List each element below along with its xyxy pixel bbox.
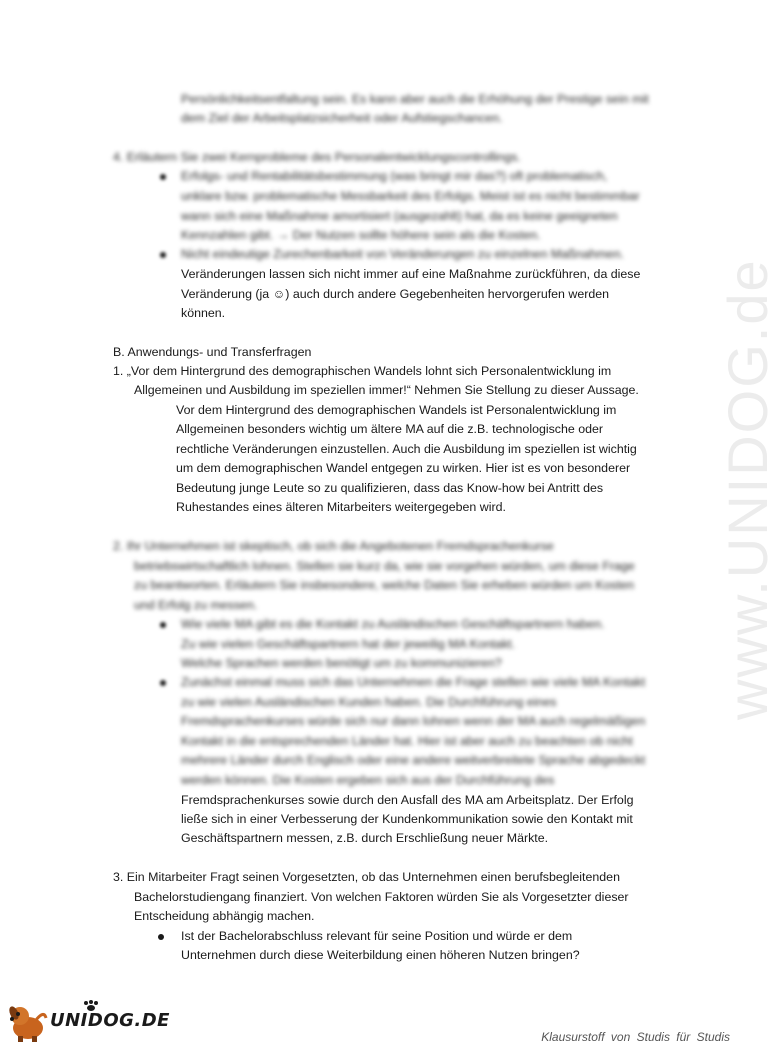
answer-line: Vor dem Hintergrund des demographischen Wandels ist Personalentwicklung im xyxy=(176,403,617,417)
unidog-logo[interactable] xyxy=(6,1000,170,1046)
blurred-line: und Erfolg zu messen. xyxy=(134,598,258,612)
footer-tagline: Klausurstoff von Studis für Studis xyxy=(541,1030,730,1044)
blurred-line: dem Ziel der Arbeitsplatzsicherheit oder Aufstiegschancen. xyxy=(181,111,503,125)
answer-line: Fremdsprachenkurses sowie durch den Ausfall des MA am Arbeitsplatz. Der Erfolg xyxy=(181,793,634,807)
blurred-line: zu wie vielen Ausländischen Kunden haben. Die Durchführung eines xyxy=(181,695,557,709)
answer-line: Veränderungen lassen sich nicht immer auf eine Maßnahme zurückführen, da diese xyxy=(181,267,641,281)
blurred-line: Kontakt in die entsprechenden Länder hat. Hier ist aber auch zu beachten ob nicht xyxy=(181,734,633,748)
bullet xyxy=(160,174,166,180)
section-heading: B. Anwendungs- und Transferfragen xyxy=(113,345,312,359)
bullet xyxy=(160,680,166,686)
document-page: www.UNIDOG.de Persönlichkeitsentfaltung sein. Es kann aber auch die Erhöhung der Prestige sein mit dem Ziel der Arbeitsplatzsicherheit oder Aufstiegschancen. 4. Erläutern Sie zwei Kernprobleme des Personalentwicklungscontrollings. Erfolgs- und Rentabilitätsbestimmung (was bringt mir das?) oft problematisch, unklare bzw. problematische Messbarkeit des Erfolgs. Meist ist es nicht bestimmbar wann sich eine Maßnahme amortisiert (ausgezahlt) hat, da es keine geeigneten Kennzahlen gibt. → Der Nutzen sollte höhere sein als die Kosten. Nicht eindeutige Zurechenbarkeit von Veränderungen zu einzelnen Maßnahmen. Veränderungen lassen sich nicht immer auf eine Maßnahme zurückführen, da diese Veränderung (ja ☺) auch durch andere Gegebenheiten hervorgerufen werden können. B. Anwendungs- und Transferfragen 1. „Vor dem Hintergrund des demographischen Wandels lohnt sich Personalentwicklung im Allgemeinen und Ausbildung im speziellen immer!“ Nehmen Sie Stellung zu dieser Aussage. Vor dem Hintergrund des demographischen Wandels ist Personalentwicklung im Allgemeinen besonders wichtig um ältere MA auf die z.B. technologische oder rechtliche Veränderungen einzustellen. Auch die Ausbildung im speziellen ist wichtig um dem demographischen Wandel entgegen zu wirken. Hier ist es von besonderer Bedeutung junge Leute so zu qualifizieren, dass das Know-how bei Antritt des Ruhestandes eines älteren Mitarbeiters weitergegeben wird. 2. Ihr Unternehmen ist skeptisch, ob sich die Angebotenen Fremdsprachenkurse betriebswirtschaftlich lohnen. Stellen sie kurz da, wie sie vorgehen würden, um diese Frage zu beantworten. Erläutern Sie insbesondere, welche Daten Sie erheben würden um Kosten und Erfolg zu messen. Wie viele MA gibt es die Kontakt zu Ausländischen Geschäftspartnern haben. Zu wie vielen Geschäftspartnern hat der jeweilig MA Kontakt. Welche Sprachen werden benötigt um zu kommunizieren? Zunächst einmal muss sich das Unternehmen die Frage stellen wie viele MA Kontakt zu wie vielen Ausländischen Kunden haben. Die Durchführung eines Fremdsprachenkurses würde sich nur dann lohnen wenn der MA auch regelmäßigen Kontakt in die entsprechenden Länder hat. Hier ist aber auch zu beachten ob nicht mehrere Länder durch Englisch oder eine andere weitverbreitete Sprache abgedeckt werden können. Die Kosten ergeben sich aus der Durchführung des Fremdsprachenkurses sowie durch den Ausfall des MA am Arbeitsplatz. Der Erfolg ließe sich in einer Verbesserung der Kundenkommunikation sowie den Kontakt mit Geschäftspartnern messen, z.B. durch Erschließung neuer Märkte. 3. Ein Mitarbeiter Fragt seinen Vorgesetzten, ob das Unternehmen einen berufsbegleitenden Bachelorstudiengang finanziert. Von welchen Faktoren würden Sie als Vorgesetzter dieser Entscheidung abhängig machen. Ist der Bachelorabschluss relevant für seine Position und würde er dem Unternehmen durch diese Weiterbildung einen höheren Nutzen bringen? UNIDOG.DE Klausurstoff von Studis für Studis xyxy=(0,0,750,1060)
bullet xyxy=(160,252,166,258)
blurred-line: Persönlichkeitsentfaltung sein. Es kann aber auch die Erhöhung der Prestige sein mit xyxy=(181,92,649,106)
answer-line: Allgemeinen besonders wichtig um ältere MA auf die z.B. technologische oder xyxy=(176,422,604,436)
dog-icon xyxy=(6,1000,50,1044)
question-line: Entscheidung abhängig machen. xyxy=(134,909,315,923)
answer-line: ließe sich in einer Verbesserung der Kundenkommunikation sowie den Kontakt mit xyxy=(181,812,633,826)
blurred-line: unklare bzw. problematische Messbarkeit des Erfolgs. Meist ist es nicht bestimmbar xyxy=(181,189,640,203)
blurred-line: Nicht eindeutige Zurechenbarkeit von Veränderungen zu einzelnen Maßnahmen. xyxy=(181,247,624,261)
blurred-line: 2. Ihr Unternehmen ist skeptisch, ob sich die Angebotenen Fremdsprachenkurse xyxy=(113,539,554,553)
logo-text: UNIDOG.DE xyxy=(50,1010,170,1031)
question-line: 3. Ein Mitarbeiter Fragt seinen Vorgesetzten, ob das Unternehmen einen berufsbegleitenden xyxy=(113,870,620,884)
blurred-line: werden können. Die Kosten ergeben sich aus der Durchführung des xyxy=(181,773,555,787)
blurred-line: Welche Sprachen werden benötigt um zu kommunizieren? xyxy=(181,656,502,670)
answer-line: Ruhestandes eines älteren Mitarbeiters weitergegeben wird. xyxy=(176,500,506,514)
answer-line: Ist der Bachelorabschluss relevant für seine Position und würde er dem xyxy=(181,929,573,943)
answer-line: Unternehmen durch diese Weiterbildung einen höheren Nutzen bringen? xyxy=(181,948,580,962)
answer-line: Geschäftspartnern messen, z.B. durch Erschließung neuer Märkte. xyxy=(181,831,549,845)
question-line: Allgemeinen und Ausbildung im speziellen immer!“ Nehmen Sie Stellung zu dieser Aussage. xyxy=(134,383,639,397)
blurred-line: zu beantworten. Erläutern Sie insbesondere, welche Daten Sie erheben würden um Kosten xyxy=(134,578,635,592)
blurred-line: wann sich eine Maßnahme amortisiert (ausgezahlt) hat, da es keine geeigneten xyxy=(181,209,618,223)
blurred-line: Erfolgs- und Rentabilitätsbestimmung (was bringt mir das?) oft problematisch, xyxy=(181,169,608,183)
answer-line: um dem demographischen Wandel entgegen zu wirken. Hier ist es von besonderer xyxy=(176,461,631,475)
bullet xyxy=(160,622,166,628)
blurred-line: 4. Erläutern Sie zwei Kernprobleme des Personalentwicklungscontrollings. xyxy=(113,150,521,164)
blurred-line: Kennzahlen gibt. → Der Nutzen sollte höhere sein als die Kosten. xyxy=(181,228,541,242)
blurred-line: Wie viele MA gibt es die Kontakt zu Ausländischen Geschäftspartnern haben. xyxy=(181,617,605,631)
bullet xyxy=(158,934,164,940)
answer-line: Veränderung (ja ☺) auch durch andere Gegebenheiten hervorgerufen werden xyxy=(181,287,610,301)
blurred-line: betriebswirtschaftlich lohnen. Stellen sie kurz da, wie sie vorgehen würden, um diese Frage xyxy=(134,559,635,573)
question-line: 1. „Vor dem Hintergrund des demographischen Wandels lohnt sich Personalentwicklung im xyxy=(113,364,612,378)
blurred-line: Zu wie vielen Geschäftspartnern hat der jeweilig MA Kontakt. xyxy=(181,637,516,651)
blurred-line: Zunächst einmal muss sich das Unternehmen die Frage stellen wie viele MA Kontakt xyxy=(181,675,646,689)
answer-line: rechtliche Veränderungen einzustellen. Auch die Ausbildung im speziellen ist wichtig xyxy=(176,442,637,456)
answer-line: können. xyxy=(181,306,226,320)
question-line: Bachelorstudiengang finanziert. Von welchen Faktoren würden Sie als Vorgesetzter dieser xyxy=(134,890,629,904)
blurred-line: mehrere Länder durch Englisch oder eine andere weitverbreitete Sprache abgedeckt xyxy=(181,753,646,767)
answer-line: Bedeutung junge Leute so zu qualifizieren, dass das Know-how bei Antritt des xyxy=(176,481,604,495)
blurred-line: Fremdsprachenkurses würde sich nur dann lohnen wenn der MA auch regelmäßigen xyxy=(181,714,646,728)
